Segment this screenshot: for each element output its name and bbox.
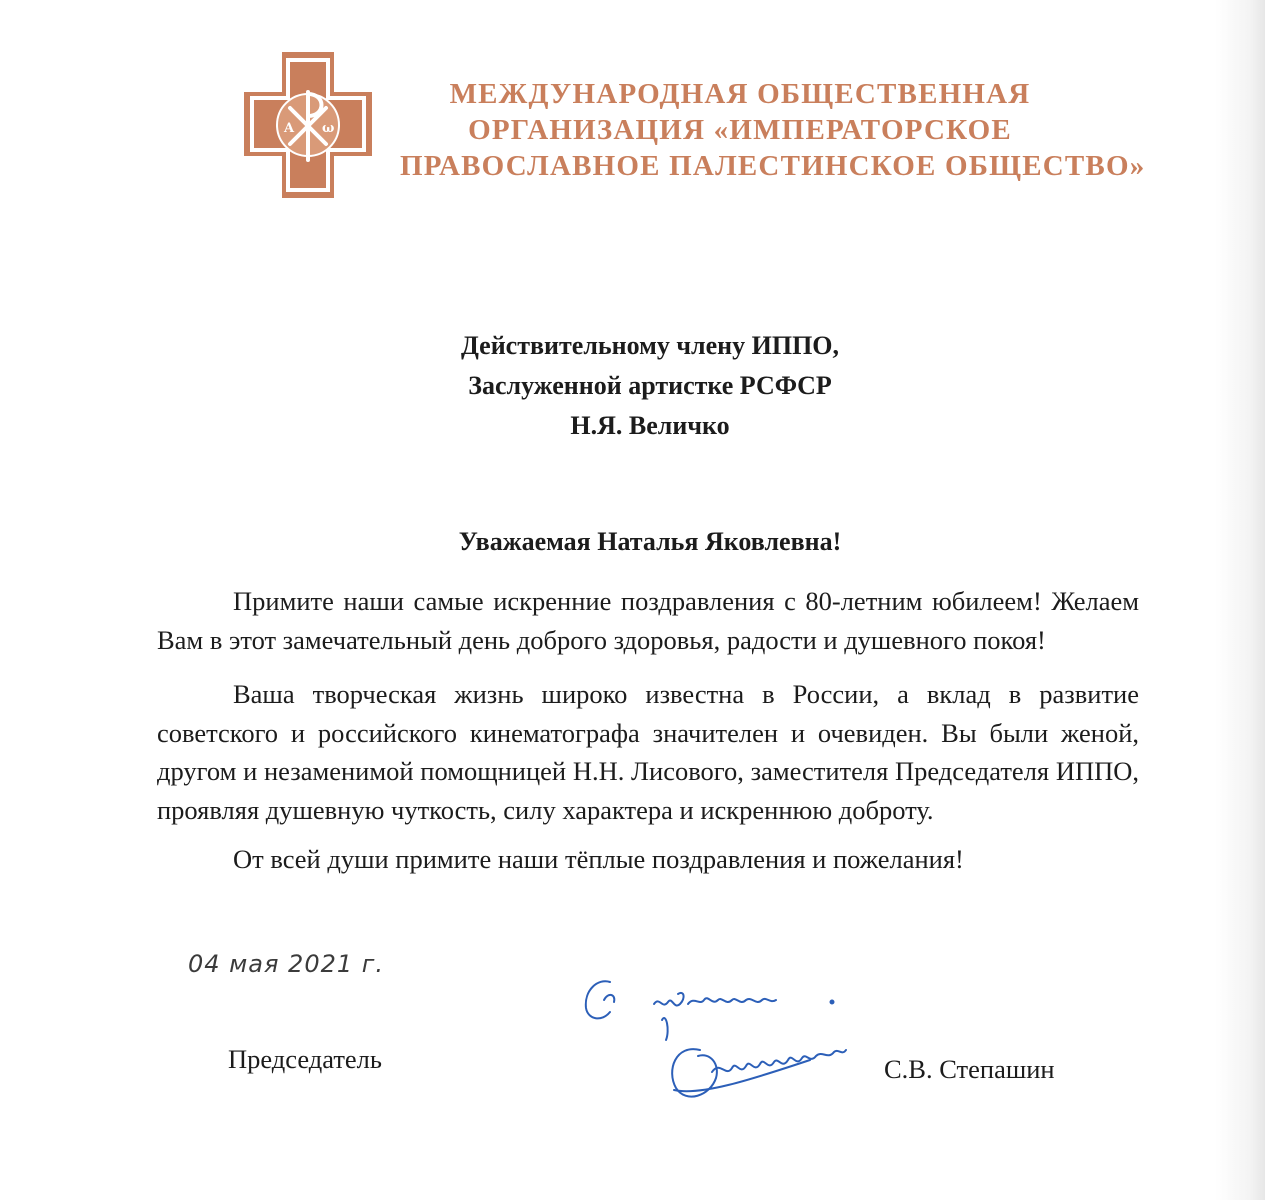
svg-text:ω: ω	[322, 121, 335, 136]
handwritten-date: 04 мая 2021 г.	[188, 950, 384, 978]
scan-edge-shadow	[1215, 0, 1265, 1200]
org-title-line-3: ПРАВОСЛАВНОЕ ПАЛЕСТИНСКОЕ ОБЩЕСТВО»	[400, 150, 1146, 182]
body-paragraph-3: От всей души примите наши тёплые поздравления и пожелания!	[233, 843, 964, 874]
body-paragraph-1: Примите наши самые искренние поздравления с 80-летним юбилеем! Желаем Вам в этот замечательный день доброго здоровья, радости и душевного покоя!	[157, 586, 1139, 655]
orthodox-cross-logo-icon	[244, 52, 372, 198]
organization-title	[400, 76, 1146, 184]
org-title-line-2: ОРГАНИЗАЦИЯ «ИМПЕРАТОРСКОЕ	[468, 114, 1012, 146]
addressee-line-1: Действительному члену ИППО,	[460, 331, 840, 360]
salutation: Уважаемая Наталья Яковлевна!	[458, 527, 842, 556]
svg-text:A: A	[284, 121, 295, 136]
handwritten-signature-icon	[570, 960, 870, 1120]
letter-body	[157, 582, 1139, 878]
signatory-name: С.В. Степашин	[884, 1054, 1055, 1084]
signatory-title: Председатель	[228, 1044, 382, 1074]
body-paragraph-2: Ваша творческая жизнь широко известна в России, а вклад в развитие советского и российского кинематографа значителен и очевиден. Вы были женой, другом и незаменимой помощницей Н.Н. Лисового, заместителя Председателя ИППО, проявляя душевную чуткость, силу характера и искреннюю доброту.	[157, 679, 1139, 825]
addressee-line-2: Заслуженной артистке РСФСР	[468, 371, 832, 400]
org-title-line-1: МЕЖДУНАРОДНАЯ ОБЩЕСТВЕННАЯ	[449, 78, 1031, 110]
addressee-line-3: Н.Я. Величко	[570, 411, 730, 440]
addressee-block	[300, 326, 1000, 446]
